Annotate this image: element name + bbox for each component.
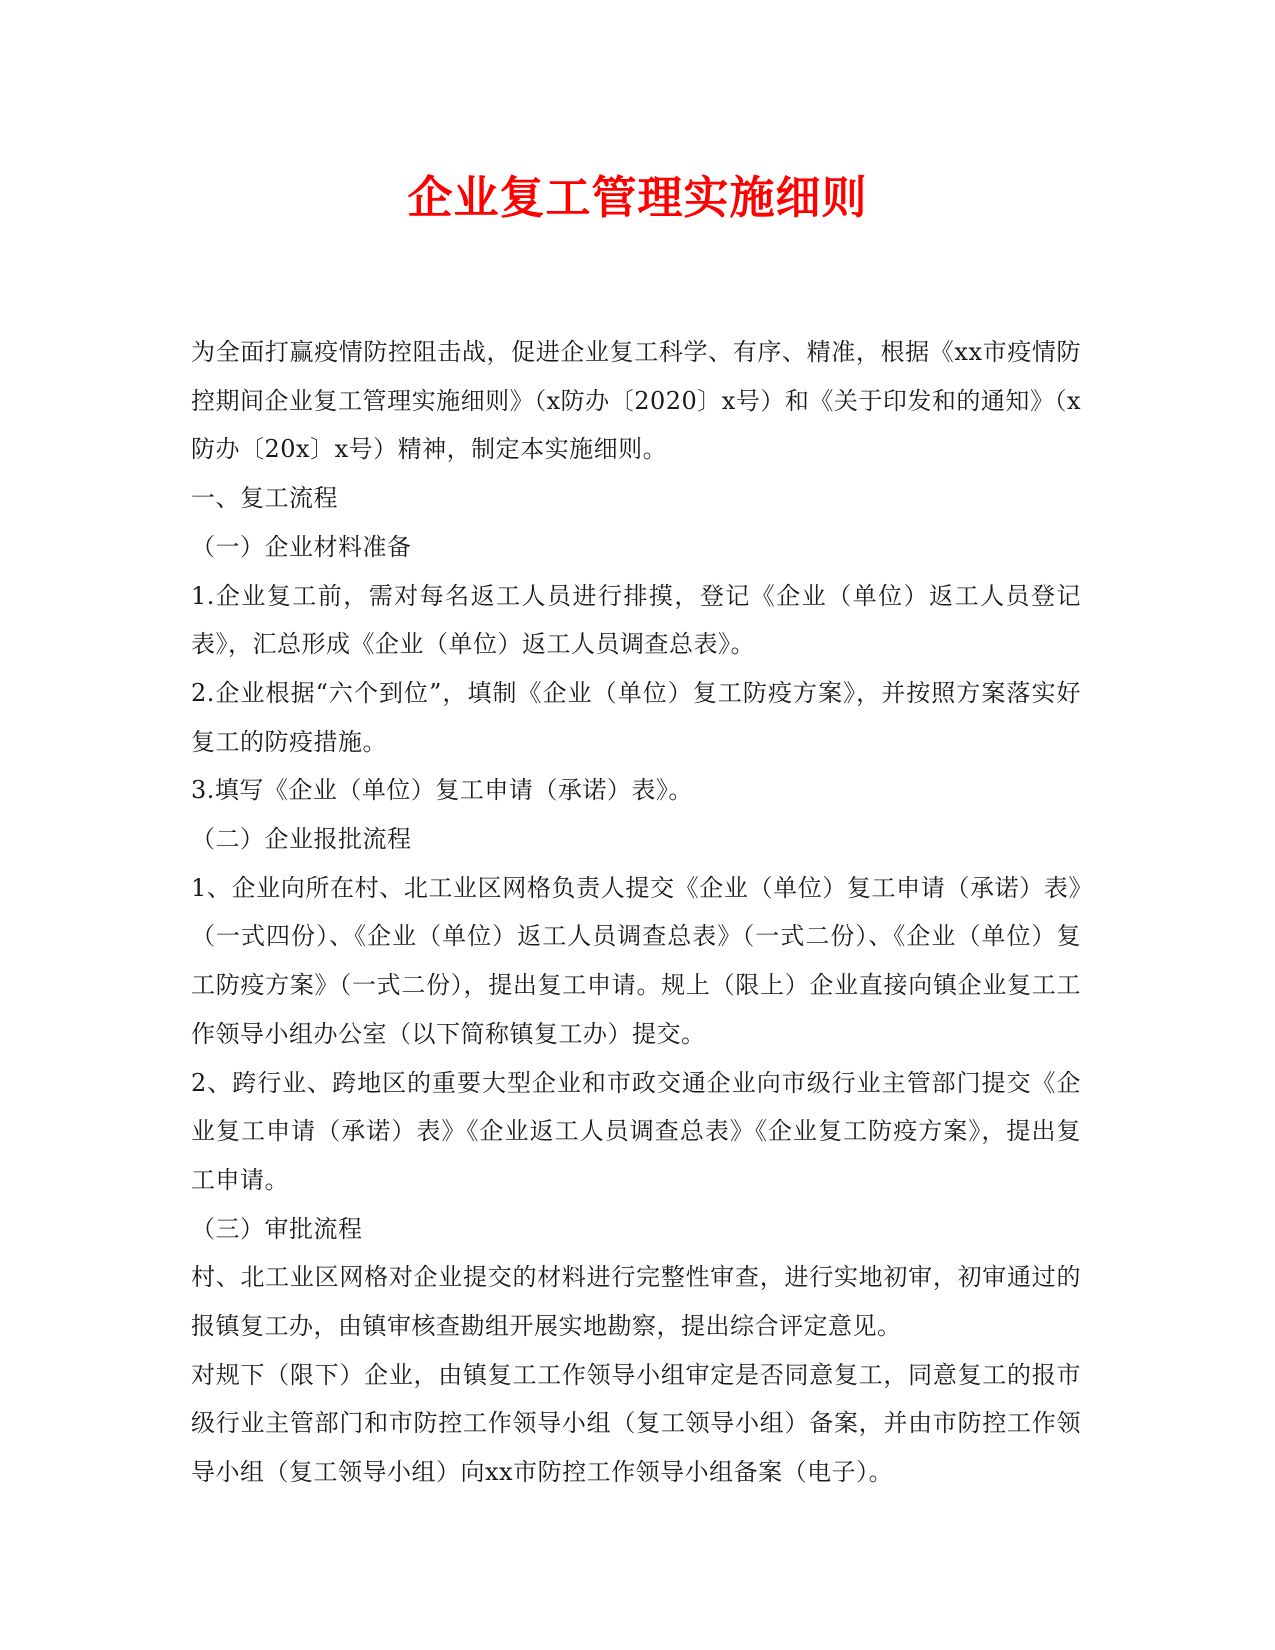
list-item: 3.填写《企业（单位）复工申请（承诺）表》。 (191, 776, 693, 805)
section-heading: 一、复工流程 (191, 484, 338, 513)
list-item: 1、企业向所在村、北工业区网格负责人提交《企业（单位）复工申请（承诺）表》（一式四份）、《企业（单位）返工人员调查总表》（一式二份）、《企业（单位）复工防疫方案》（一式二份），提出复工申请。规上（限上）企业直接向镇企业复工工作领导小组办公室（以下简称镇复工办）提交。 (191, 873, 1081, 1048)
subsection-heading: （三）审批流程 (191, 1214, 363, 1243)
list-item: 1.企业复工前，需对每名返工人员进行排摸，登记《企业（单位）返工人员登记表》，汇总形成《企业（单位）返工人员调查总表》。 (191, 581, 1081, 659)
body-paragraph: 对规下（限下）企业，由镇复工工作领导小组审定是否同意复工，同意复工的报市级行业主管部门和市防控工作领导小组（复工领导小组）备案，并由市防控工作领导小组（复工领导小组）向xx市防控工作领导小组备案（电子）。 (191, 1360, 1081, 1487)
body-paragraph: 村、北工业区网格对企业提交的材料进行完整性审查，进行实地初审，初审通过的报镇复工办，由镇审核查勘组开展实地勘察，提出综合评定意见。 (191, 1263, 1081, 1341)
subsection-heading: （一）企业材料准备 (191, 532, 412, 561)
list-item: 2.企业根据“六个到位”，填制《企业（单位）复工防疫方案》，并按照方案落实好复工的防疫措施。 (191, 678, 1081, 756)
document-title: 企业复工管理实施细则 (407, 171, 868, 224)
intro-paragraph: 为全面打赢疫情防控阻击战，促进企业复工科学、有序、精准，根据《xx市疫情防控期间企业复工管理实施细则》（x防办〔2020〕x号）和《关于印发和的通知》（x防办〔20x〕x号）精神，制定本实施细则。 (191, 338, 1081, 464)
subsection-heading: （二）企业报批流程 (191, 825, 412, 854)
document-body (191, 328, 1081, 1497)
list-item: 2、跨行业、跨地区的重要大型企业和市政交通企业向市级行业主管部门提交《企业复工申请（承诺）表》《企业返工人员调查总表》《企业复工防疫方案》，提出复工申请。 (191, 1068, 1081, 1194)
